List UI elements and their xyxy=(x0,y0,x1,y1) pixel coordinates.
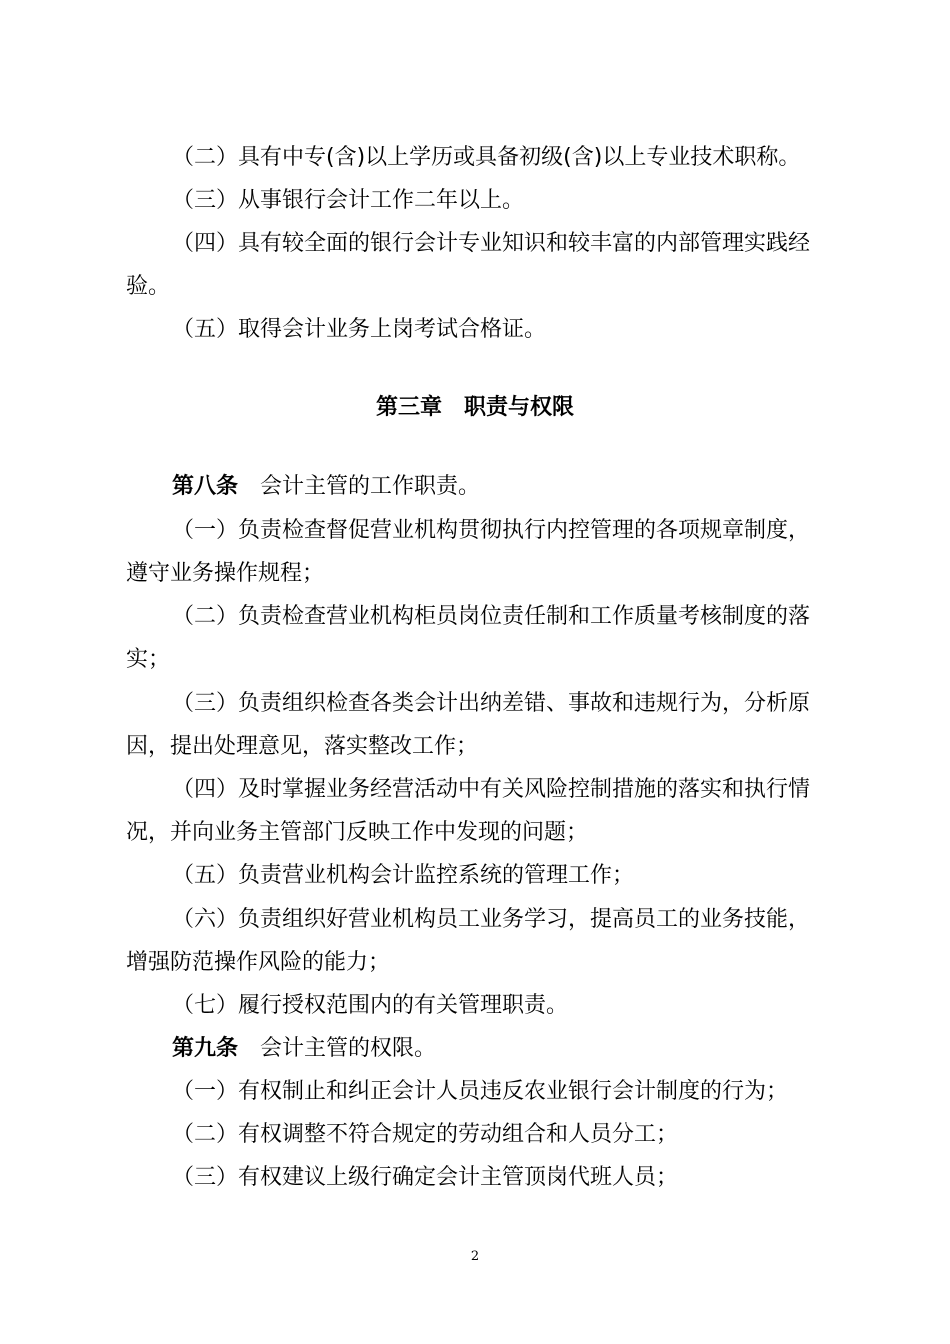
page-number: 2 xyxy=(470,1249,480,1264)
paragraph-line: 遵守业务操作规程； xyxy=(126,561,325,586)
paragraph-line: （一）有权制止和纠正会计人员违反农业银行会计制度的行为； xyxy=(172,1079,789,1104)
paragraph-line: （三）负责组织检查各类会计出纳差错、事故和违规行为，分析原 xyxy=(172,691,811,716)
paragraph-line: （四）及时掌握业务经营活动中有关风险控制措施的落实和执行情 xyxy=(172,777,811,802)
article-text: 会计主管的工作职责。 xyxy=(260,474,481,499)
paragraph-line: （七）履行授权范围内的有关管理职责。 xyxy=(172,993,569,1018)
paragraph-line: （二）有权调整不符合规定的劳动组合和人员分工； xyxy=(172,1122,679,1147)
paragraph-line: 增强防范操作风险的能力； xyxy=(126,950,391,975)
article-label: 第九条 xyxy=(172,1036,239,1061)
chapter-heading: 第三章 职责与权限 xyxy=(375,395,574,420)
article-text: 会计主管的权限。 xyxy=(260,1036,437,1061)
paragraph-line: 验。 xyxy=(126,274,171,299)
paragraph-line: 因，提出处理意见，落实整改工作； xyxy=(126,734,479,759)
paragraph-line: 实； xyxy=(126,647,171,672)
paragraph-line: （一）负责检查督促营业机构贯彻执行内控管理的各项规章制度， xyxy=(172,518,811,543)
article-heading xyxy=(0,1034,950,1064)
paragraph-line: （五）取得会计业务上岗考试合格证。 xyxy=(172,317,547,342)
paragraph-line: （三）有权建议上级行确定会计主管顶岗代班人员； xyxy=(172,1165,679,1190)
paragraph-line: （五）负责营业机构会计监控系统的管理工作； xyxy=(172,863,635,888)
paragraph-line: （二）具有中专(含)以上学历或具备初级(含)以上专业技术职称。 xyxy=(172,145,801,170)
paragraph-line: 况，并向业务主管部门反映工作中发现的问题； xyxy=(126,820,589,845)
article-heading xyxy=(0,472,950,502)
paragraph-line: （三）从事银行会计工作二年以上。 xyxy=(172,188,525,213)
paragraph-line: （四）具有较全面的银行会计专业知识和较丰富的内部管理实践经 xyxy=(172,231,811,256)
paragraph-line: （二）负责检查营业机构柜员岗位责任制和工作质量考核制度的落 xyxy=(172,604,811,629)
article-label: 第八条 xyxy=(172,474,239,499)
paragraph-line: （六）负责组织好营业机构员工业务学习，提高员工的业务技能， xyxy=(172,907,811,932)
